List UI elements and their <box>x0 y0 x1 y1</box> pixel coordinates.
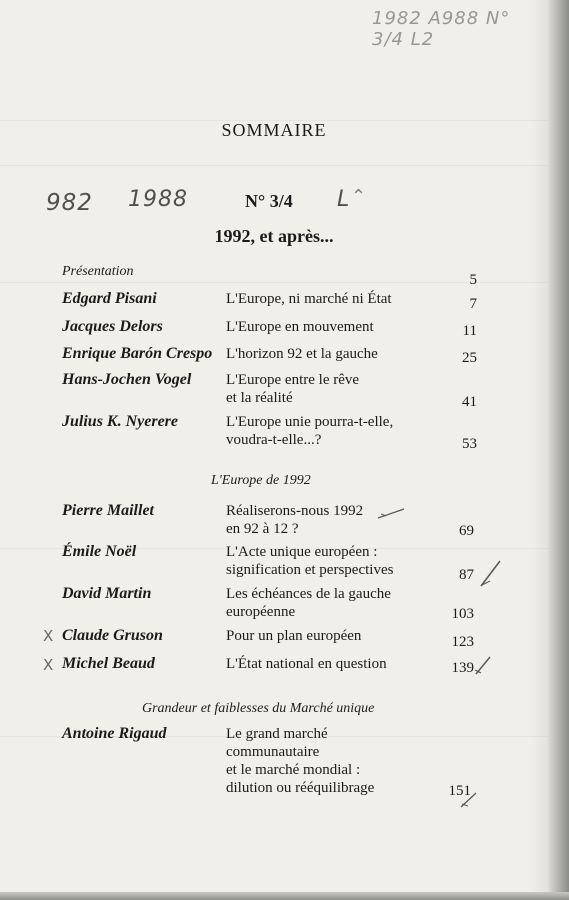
page-number: 87 <box>459 567 474 583</box>
pencil-check-mark <box>473 653 493 677</box>
article-title-line: Le grand marché <box>226 726 328 742</box>
article-title <box>226 543 393 579</box>
handwritten-year: 1988 <box>128 187 188 212</box>
page-number: 5 <box>469 272 477 288</box>
author-name: Julius K. Nyerere <box>62 413 178 430</box>
article-title-line: L'Europe en mouvement <box>226 319 374 335</box>
article-title-line: L'État national en question <box>226 656 387 672</box>
article-title <box>226 627 361 645</box>
handwritten-initial: L <box>337 187 351 212</box>
author-name: David Martin <box>62 585 152 602</box>
article-title-line: Pour un plan européen <box>226 628 362 644</box>
pencil-check-mark <box>478 558 503 589</box>
author-name: Pierre Maillet <box>62 502 154 519</box>
book-bottom-edge <box>0 892 569 900</box>
article-title-line: L'Europe, ni marché ni État <box>226 291 392 307</box>
article-title <box>226 290 392 308</box>
handwritten-caret: ⌃ <box>351 186 367 207</box>
author-name: Enrique Barón Crespo <box>62 345 213 362</box>
page-number: 11 <box>462 323 477 339</box>
article-title <box>226 655 387 673</box>
author-name: Jacques Delors <box>62 318 163 335</box>
article-title-line: L'Europe unie pourra-t-elle, <box>226 414 394 430</box>
page-number: 41 <box>462 394 477 410</box>
handwritten-top-annotation: 1982 A988 N° 3/4 L2 <box>372 8 511 50</box>
page-number: 151 <box>448 783 471 799</box>
pencil-check-mark <box>459 790 479 810</box>
article-title <box>226 413 393 449</box>
article-title-line: et la réalité <box>226 390 293 406</box>
article-title-line: L'horizon 92 et la gauche <box>226 346 378 362</box>
article-title-line: voudra-t-elle...? <box>226 432 322 448</box>
article-title <box>226 585 391 621</box>
article-title-line: européenne <box>226 604 296 620</box>
article-title-line: communautaire <box>226 744 320 760</box>
handwritten-number: 982 <box>46 190 93 216</box>
article-title <box>226 318 374 336</box>
book-page-edge <box>548 0 569 900</box>
page-number: 69 <box>459 523 474 539</box>
issue-number: N° 3/4 <box>245 191 293 211</box>
article-title-line: signification et perspectives <box>226 562 394 578</box>
author-name: Hans-Jochen Vogel <box>62 371 192 388</box>
issue-subtitle: 1992, et après... <box>214 226 334 246</box>
article-title-line: Les échéances de la gauche <box>226 586 391 602</box>
page-number: 103 <box>451 606 474 622</box>
article-title <box>226 725 374 797</box>
section-label: L'Europe de 1992 <box>211 473 311 488</box>
pencil-x-mark: X <box>43 627 54 645</box>
article-title <box>226 345 378 363</box>
article-title-line: Réaliserons-nous 1992 <box>226 503 364 519</box>
author-name: Edgard Pisani <box>62 290 157 307</box>
section-label: Présentation <box>62 264 134 279</box>
page-number: 25 <box>462 350 477 366</box>
page-title: SOMMAIRE <box>221 120 327 140</box>
author-name: Claude Gruson <box>62 627 163 644</box>
article-title-line: en 92 à 12 ? <box>226 521 299 537</box>
article-title-line: et le marché mondial : <box>226 762 361 778</box>
article-title-line: dilution ou rééquilibrage <box>226 780 375 796</box>
article-title <box>226 371 359 407</box>
author-name: Michel Beaud <box>62 655 155 672</box>
article-title-line: L'Acte unique européen : <box>226 544 378 560</box>
author-name: Antoine Rigaud <box>62 725 167 742</box>
page-number: 7 <box>469 296 477 312</box>
pencil-x-mark: X <box>43 656 54 674</box>
page-number: 139 <box>451 660 474 676</box>
article-title <box>226 502 363 538</box>
article-title-line: L'Europe entre le rêve <box>226 372 360 388</box>
section-label: Grandeur et faiblesses du Marché unique <box>142 701 375 716</box>
page-number: 53 <box>462 436 477 452</box>
author-name: Émile Noël <box>62 543 137 560</box>
page-number: 123 <box>451 634 474 650</box>
pencil-check-mark <box>376 504 406 522</box>
bleed-through-line <box>0 165 548 166</box>
